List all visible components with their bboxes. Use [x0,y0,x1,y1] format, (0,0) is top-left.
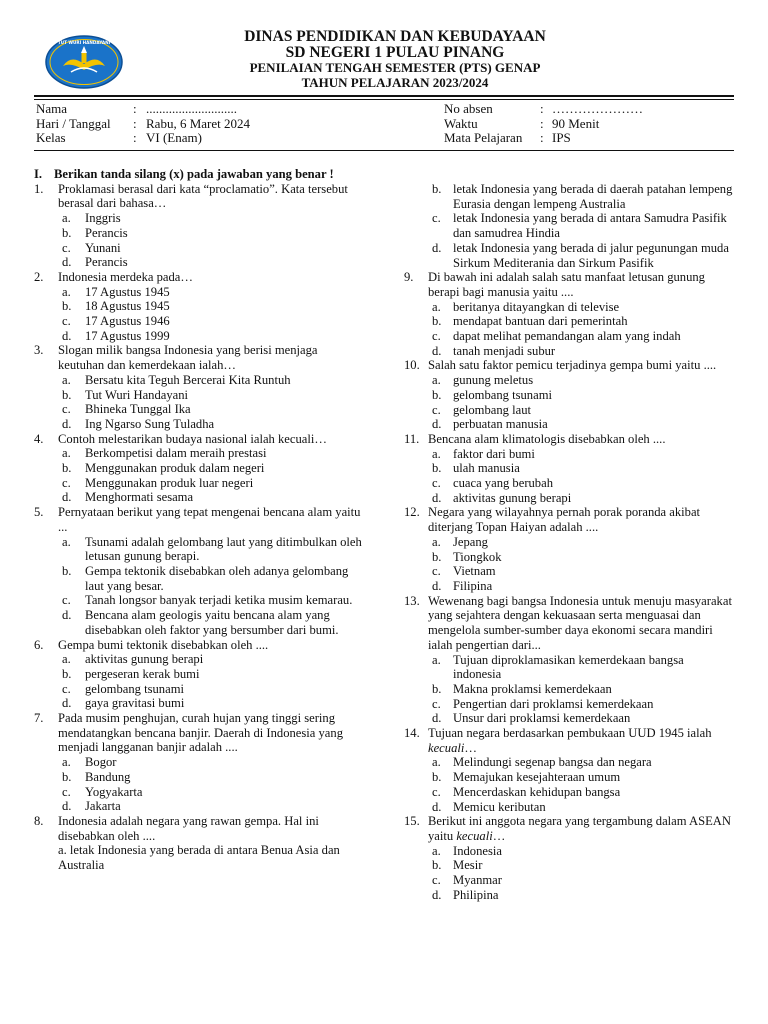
date-value: Rabu, 6 Maret 2024 [146,115,250,131]
option-text: ulah manusia [453,461,520,476]
option-text: Berkompetisi dalam meraih prestasi [85,446,267,461]
option-c[interactable] [404,211,734,240]
time-label: Waktu [444,115,478,131]
question-9 [404,270,734,358]
option-letter: c. [62,593,71,608]
option-letter: a. [62,534,71,549]
option-letter: a. [62,284,71,299]
option-a[interactable] [34,652,364,667]
option-a[interactable]: a. letak Indonesia yang berada di antara Benua Asia dan Australia [58,843,340,873]
option-text: Bersatu kita Teguh Bercerai Kita Runtuh [85,372,291,387]
svg-text:TUT WURI HANDAYANI: TUT WURI HANDAYANI [57,40,111,45]
question-13 [404,594,734,726]
subject-label: Mata Pelajaran [444,130,523,145]
option-a[interactable] [404,447,734,462]
option-d[interactable] [34,329,364,344]
question-number: 6. [34,637,44,652]
header-divider-thin [34,99,734,100]
option-text: Mencerdaskan kehidupan bangsa [453,784,621,799]
option-b[interactable] [404,182,734,211]
option-letter: b. [432,858,442,873]
question-text-emphasis: kecuali [456,828,493,843]
option-d[interactable] [34,608,364,637]
question-number: 7. [34,711,44,726]
option-letter: b. [62,225,72,240]
option-text: faktor dari bumi [453,446,535,461]
option-c[interactable] [34,241,364,256]
option-text: Tujuan diproklamasikan kemerdekaan bangsa indonesia [453,652,684,682]
question-number: 10. [404,358,420,373]
option-d[interactable] [404,711,734,726]
option-c[interactable] [404,873,734,888]
option-letter: d. [432,711,442,726]
option-b[interactable] [404,858,734,873]
option-b[interactable] [404,770,734,785]
option-text: letak Indonesia yang berada di jalur pegunungan muda Sirkum Mediterania dan Sirkum Pasifik [453,240,729,270]
option-a[interactable] [404,844,734,859]
info-divider [34,150,734,151]
option-text: Unsur dari proklamsi kemerdekaan [453,711,631,726]
question-7 [34,711,364,814]
option-letter: c. [432,211,441,226]
option-text: 17 Agustus 1946 [85,314,170,329]
option-a[interactable] [404,300,734,315]
option-b[interactable] [34,564,364,593]
class-value: VI (Enam) [146,130,202,145]
option-text: Ing Ngarso Sung Tuladha [85,416,215,431]
option-text: beritanya ditayangkan di televise [453,299,620,314]
option-a[interactable] [34,285,364,300]
option-text: Filipina [453,578,493,593]
question-14 [404,726,734,814]
option-text: letak Indonesia yang berada di antara Samudra Pasifik dan samudrea Hindia [453,211,727,241]
option-letter: a. [62,446,71,461]
option-letter: c. [432,402,441,417]
option-a[interactable] [34,211,364,226]
question-text-end: … [464,740,477,755]
option-text: Bandung [85,769,131,784]
option-c[interactable] [404,476,734,491]
option-text: gelombang laut [453,402,531,417]
option-letter: b. [432,182,442,196]
option-a[interactable] [34,755,364,770]
option-text: Menghormati sesama [85,490,194,505]
option-letter: a. [432,299,441,314]
option-text: mendapat bantuan dari pemerintah [453,314,628,329]
option-letter: d. [62,696,72,711]
option-text: Jakarta [85,799,121,814]
option-text: Tiongkok [453,549,502,564]
option-b[interactable] [34,388,364,403]
colon: : [540,115,544,131]
question-text: Gempa bumi tektonik disebabkan oleh .... [58,637,269,652]
option-letter: c. [432,696,441,711]
option-b[interactable] [34,770,364,785]
date-label: Hari / Tanggal [36,115,111,131]
question-text-end: … [492,828,506,843]
option-text: cuaca yang berubah [453,476,553,491]
option-letter: d. [432,799,442,814]
time-value: 90 Menit [552,115,600,131]
colon: : [540,130,544,145]
option-letter: b. [62,563,72,578]
option-c[interactable] [34,314,364,329]
option-c[interactable] [34,476,364,491]
option-text: pergeseran kerak bumi [85,666,200,681]
question-3 [34,343,364,431]
option-letter: b. [432,549,442,564]
question-number: 8. [34,813,44,828]
option-letter: b. [432,770,442,785]
question-number: 14. [404,726,420,741]
option-text: Tsunami adalah gelombang laut yang ditimbulkan oleh letusan gunung berapi. [85,534,362,564]
question-text: Berikut ini anggota negara yang tergambung dalam ASEAN yaitu [428,814,731,843]
option-b[interactable] [404,550,734,565]
option-letter: b. [432,314,442,329]
option-text: Myanmar [453,873,502,888]
option-letter: a. [432,652,441,667]
option-text: letak Indonesia yang berada di daerah patahan lempeng Eurasia dengan lempeng Australia [453,182,733,211]
option-c[interactable] [404,785,734,800]
question-4 [34,432,364,506]
option-text: aktivitas gunung berapi [453,490,572,505]
option-text: 17 Agustus 1999 [85,328,170,343]
option-letter: a. [432,843,441,858]
option-text: perbuatan manusia [453,417,548,432]
option-b[interactable] [404,314,734,329]
option-text: Yunani [85,240,121,255]
option-d[interactable] [404,800,734,815]
question-number: 5. [34,505,44,520]
option-d[interactable] [34,417,364,432]
option-letter: b. [62,387,72,402]
option-a[interactable] [404,755,734,770]
option-b[interactable] [404,388,734,403]
option-b[interactable] [34,461,364,476]
question-text: Wewenang bagi bangsa Indonesia untuk menuju masyarakat yang sejahtera dengan kekuasaan serta menguasai dan mengelola sumber-sumber daya ekonomi secara mandiri ialah pengertian dari... [428,593,732,652]
option-text: Philipina [453,887,499,902]
option-d[interactable] [404,344,734,359]
option-text: aktivitas gunung berapi [85,652,204,667]
option-d[interactable] [404,888,734,903]
option-text: gunung meletus [453,373,534,388]
question-text: Slogan milik bangsa Indonesia yang berisi menjaga keutuhan dan kemerdekaan ialah… [58,343,318,373]
option-text: Perancis [85,255,128,270]
question-text: Contoh melestarikan budaya nasional ialah kecuali… [58,431,327,446]
option-letter: d. [62,608,72,623]
question-text: Di bawah ini adalah salah satu manfaat letusan gunung berapi bagi manusia yaitu .... [428,270,705,299]
student-info-left [36,102,396,147]
option-d[interactable] [34,255,364,270]
option-a[interactable] [34,446,364,461]
question-2 [34,270,364,344]
option-text: 17 Agustus 1945 [85,284,170,299]
option-a[interactable] [404,653,734,682]
option-letter: d. [432,240,442,255]
question-8 [34,814,364,873]
questions-right-column [404,182,734,902]
option-d[interactable] [34,490,364,505]
question-1 [34,182,364,270]
question-12 [404,505,734,593]
option-c[interactable] [404,403,734,418]
header-divider-thick [34,95,734,97]
option-text: Pengertian dari proklamsi kemerdekaan [453,696,654,711]
option-letter: c. [432,873,441,888]
option-letter: d. [62,416,72,431]
option-letter: a. [62,755,71,770]
tut-wuri-handayani-logo [43,34,125,90]
option-letter: c. [62,681,71,696]
option-b[interactable] [404,682,734,697]
option-letter: a. [62,372,71,387]
option-letter: b. [62,666,72,681]
option-d[interactable] [404,241,734,270]
option-c[interactable] [404,564,734,579]
option-letter: b. [432,387,442,402]
question-6 [34,638,364,712]
question-10 [404,358,734,432]
option-letter: c. [432,476,441,491]
section-text: Berikan tanda silang (x) pada jawaban yang benar ! [54,167,334,181]
option-text: Jepang [453,534,488,549]
header-school: SD NEGERI 1 PULAU PINANG [285,44,505,61]
option-text: tanah menjadi subur [453,343,556,358]
option-d[interactable] [404,491,734,506]
option-letter: c. [62,475,71,490]
option-b[interactable] [34,226,364,241]
colon: : [540,101,544,116]
question-15 [404,814,734,902]
section-number: I. [34,167,43,181]
option-letter: d. [432,578,442,593]
option-text: gelombang tsunami [85,681,184,696]
option-text: 18 Agustus 1945 [85,299,170,314]
option-text: Menggunakan produk dalam negeri [85,461,265,476]
question-text: Proklamasi berasal dari kata “proclamatio”. Kata tersebut berasal dari bahasa… [58,181,348,211]
option-c[interactable] [34,682,364,697]
question-text-emphasis: kecuali [428,740,465,755]
question-number: 13. [404,593,420,608]
option-b[interactable] [404,461,734,476]
option-b[interactable] [34,299,364,314]
option-letter: d. [432,417,442,432]
option-letter: a. [432,446,441,461]
option-a[interactable] [404,535,734,550]
option-d[interactable] [34,696,364,711]
option-text: Bogor [85,755,117,770]
option-letter: d. [432,887,442,902]
question-number: 1. [34,181,44,196]
option-c[interactable] [34,593,364,608]
option-letter: a. [432,373,441,388]
option-letter: d. [432,490,442,505]
section-instruction [34,167,364,182]
question-number: 4. [34,431,44,446]
question-text: Pada musim penghujan, curah hujan yang tinggi sering mendatangkan bencana banjir. Daerah di Indonesia yang menjadi langganan banjir adalah .... [58,711,343,755]
question-number: 11. [404,431,420,446]
option-text: Memajukan kesejahteraan umum [453,770,621,785]
option-d[interactable] [34,799,364,814]
name-value: ............................ [146,101,237,116]
questions-left-column [34,167,364,873]
question-number: 12. [404,505,420,520]
class-label: Kelas [36,130,66,145]
question-text: Indonesia merdeka pada… [58,269,193,284]
question-text: Bencana alam klimatologis disebabkan oleh .... [428,431,666,446]
option-text: Yogyakarta [85,784,143,799]
question-number: 2. [34,269,44,284]
option-text: Makna proklamsi kemerdekaan [453,681,612,696]
question-text: Negara yang wilayahnya pernah porak poranda akibat diterjang Topan Haiyan adalah .... [428,505,701,535]
option-a[interactable] [34,535,364,564]
option-text: gaya gravitasi bumi [85,696,185,711]
question-number: 15. [404,814,420,829]
option-d[interactable] [404,579,734,594]
question-text: Tujuan negara berdasarkan pembukaan UUD 1945 ialah [428,726,712,741]
option-text: Melindungi segenap bangsa dan negara [453,755,652,770]
option-text: Tanah longsor banyak terjadi ketika musim kemarau. [85,593,353,608]
option-letter: b. [62,461,72,476]
absen-value: ………………… [552,101,643,116]
option-letter: d. [62,490,72,505]
option-letter: d. [62,799,72,814]
option-text: Bhineka Tunggal Ika [85,402,191,417]
option-a[interactable] [34,373,364,388]
option-text: Perancis [85,225,128,240]
option-d[interactable] [404,417,734,432]
question-11 [404,432,734,506]
option-text: Gempa tektonik disebabkan oleh adanya gelombang laut yang besar. [85,563,349,593]
option-b[interactable] [34,667,364,682]
question-number: 9. [404,270,414,285]
question-text: Pernyataan berikut yang tepat mengenai bencana alam yaitu ... [58,505,361,534]
option-letter: d. [62,255,72,270]
colon: : [133,115,137,131]
option-letter: c. [62,784,71,799]
header-exam-title: PENILAIAN TENGAH SEMESTER (PTS) GENAP [249,60,541,75]
option-a[interactable] [404,373,734,388]
subject-value: IPS [552,130,571,145]
option-letter: c. [432,329,441,344]
question-text: Indonesia adalah negara yang rawan gempa. Hal ini disebabkan oleh .... [58,813,319,843]
question-text: Salah satu faktor pemicu terjadinya gempa bumi yaitu .... [428,358,717,373]
option-letter: a. [62,652,71,667]
option-letter: b. [62,299,72,314]
question-number: 3. [34,343,44,358]
option-letter: a. [432,534,441,549]
option-c[interactable] [34,785,364,800]
option-text: Vietnam [453,564,496,579]
option-text: Memicu keributan [453,799,546,814]
option-letter: c. [62,240,71,255]
question-5 [34,505,364,637]
name-label: Nama [36,101,68,116]
option-letter: b. [432,461,442,476]
option-text: Menggunakan produk luar negeri [85,475,254,490]
option-letter: d. [432,343,442,358]
option-text: dapat melihat pemandangan alam yang indah [453,329,681,344]
option-letter: c. [432,564,441,579]
option-c[interactable] [404,329,734,344]
header-year: TAHUN PELAJARAN 2023/2024 [301,75,489,90]
option-text: Inggris [85,211,121,226]
option-letter: a. [62,211,71,226]
option-text: gelombang tsunami [453,387,552,402]
option-letter: c. [62,314,71,329]
absen-label: No absen [444,101,493,116]
option-text: Mesir [453,858,483,873]
option-letter: a. [432,755,441,770]
option-letter: c. [432,784,441,799]
option-letter: c. [62,402,71,417]
option-text: Tut Wuri Handayani [85,387,189,402]
option-letter: d. [62,328,72,343]
option-letter: b. [62,769,72,784]
colon: : [133,101,137,116]
colon: : [133,130,137,145]
option-c[interactable] [404,697,734,712]
option-text: Indonesia [453,843,502,858]
student-info-right [444,102,734,147]
option-c[interactable] [34,402,364,417]
question-8-continued [404,182,734,270]
header-agency: DINAS PENDIDIKAN DAN KEBUDAYAAN [244,28,546,45]
option-letter: b. [432,681,442,696]
option-text: Bencana alam geologis yaitu bencana alam yang disebabkan oleh faktor yang bersumber dari bumi. [85,608,339,637]
